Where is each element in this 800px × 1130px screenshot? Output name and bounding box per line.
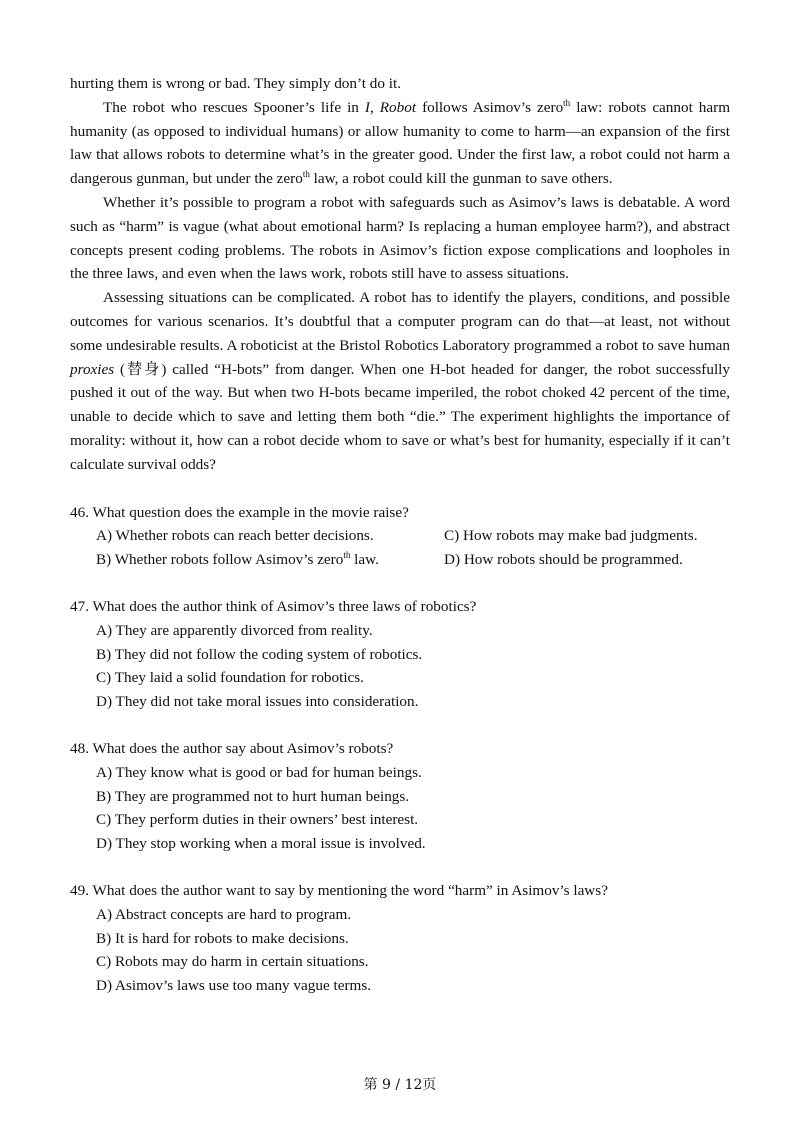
paragraph-text: Assessing situations can be complicated. A robot has to identify the players, conditions, and possible outcomes for various scenarios. It’s doubtful that a computer program can do that—at least, not without some undesirable results. A roboticist at the Bristol Robotics Laboratory programmed a robot to save human [70,289,730,354]
italic-term: proxies [70,360,115,378]
option-text: A) They know what is good or bad for human beings. [96,763,422,781]
passage-paragraph [70,286,730,476]
option-text: C) How robots may make bad judgments. [444,527,698,545]
option-text: D) Asimov’s laws use too many vague terms. [96,977,372,995]
question-stem: 49. What does the author want to say by mentioning the word “harm” in Asimov’s laws? [70,881,608,899]
paragraph-text: The robot who rescues Spooner’s life in [103,98,365,116]
question-stem: 48. What does the author say about Asimov’s robots? [70,739,394,757]
answer-option[interactable] [444,524,744,548]
answer-option[interactable] [96,643,730,667]
question-stem: 46. What question does the example in the movie raise? [70,503,409,521]
passage-paragraph [70,191,730,286]
answer-options [70,761,730,856]
question-item [70,501,730,572]
superscript: th [563,97,571,108]
page-footer [0,1074,800,1094]
superscript: th [343,550,351,561]
option-text: A) They are apparently divorced from reality. [96,621,373,639]
option-text: law. [350,551,379,569]
answer-options [70,524,730,572]
option-text: A) Abstract concepts are hard to program. [96,905,352,923]
option-text: C) Robots may do harm in certain situations. [96,953,369,971]
paragraph-text: law, a robot could kill the gunman to save others. [309,170,613,188]
answer-option[interactable] [96,524,444,548]
exam-page [70,72,730,1021]
option-text: D) They did not take moral issues into consideration. [96,693,419,711]
answer-option[interactable] [96,974,730,998]
option-text: C) They perform duties in their owners’ best interest. [96,811,419,829]
option-text: D) How robots should be programmed. [444,551,683,569]
option-text: B) Whether robots follow Asimov’s zero [96,551,344,569]
option-text: C) They laid a solid foundation for robotics. [96,669,364,687]
answer-option[interactable] [96,785,730,809]
question-list [70,501,730,998]
question-item [70,595,730,714]
italic-term: I, Robot [364,98,417,116]
question-item [70,879,730,998]
reading-passage [70,72,730,477]
paragraph-text: law: robots cannot harm humanity (as opposed to individual humans) or allow humanity to come to harm—an expansion of the first law that allows robots to determine what’s in the greater good. Under the first law, a robot could not harm a dangerous gunman, but under the zero [70,98,731,188]
answer-option[interactable] [444,548,744,572]
option-text: B) It is hard for robots to make decisions. [96,929,349,947]
option-text: D) They stop working when a moral issue is involved. [96,835,426,853]
answer-option[interactable] [96,761,730,785]
paragraph-text: follows Asimov’s zero [416,98,564,116]
question-item [70,737,730,856]
passage-paragraph [70,96,730,191]
superscript: th [302,169,310,180]
question-stem: 47. What does the author think of Asimov’s three laws of robotics? [70,597,477,615]
answer-option[interactable] [96,903,730,927]
paragraph-text: Whether it’s possible to program a robot with safeguards such as Asimov’s laws is debatable. A word such as “harm” is vague (what about emotional harm? Is replacing a human employee harm?), and abstract concepts present coding problems. The robots in Asimov’s fiction expose complications and loopholes in the three laws, and even when the laws work, robots still have to assess situations. [70,193,730,283]
paragraph-text: (替身) called “H-bots” from danger. When one H-bot headed for danger, the robot successfully pushed it out of the way. But when two H-bots became imperiled, the robot choked 42 percent of the time, unable to decide which to save and letting them both “die.” The experiment highlights the importance of morality: without it, how can a robot decide whom to save or what’s best for humanity, especially if it can’t calculate survival odds? [70,360,730,473]
answer-option[interactable] [96,832,730,856]
answer-option[interactable] [96,619,730,643]
option-text: A) Whether robots can reach better decisions. [96,527,374,545]
answer-option[interactable] [96,690,730,714]
answer-option[interactable] [96,950,730,974]
answer-option[interactable] [96,548,444,572]
answer-option[interactable] [96,666,730,690]
option-text: B) They are programmed not to hurt human beings. [96,787,410,805]
passage-paragraph [70,72,730,96]
page-number: 第 9 / 12页 [363,1077,437,1093]
answer-options [70,619,730,714]
answer-options [70,903,730,998]
answer-option[interactable] [96,808,730,832]
paragraph-text: hurting them is wrong or bad. They simply don’t do it. [70,75,402,92]
answer-option[interactable] [96,927,730,951]
option-text: B) They did not follow the coding system of robotics. [96,645,423,663]
